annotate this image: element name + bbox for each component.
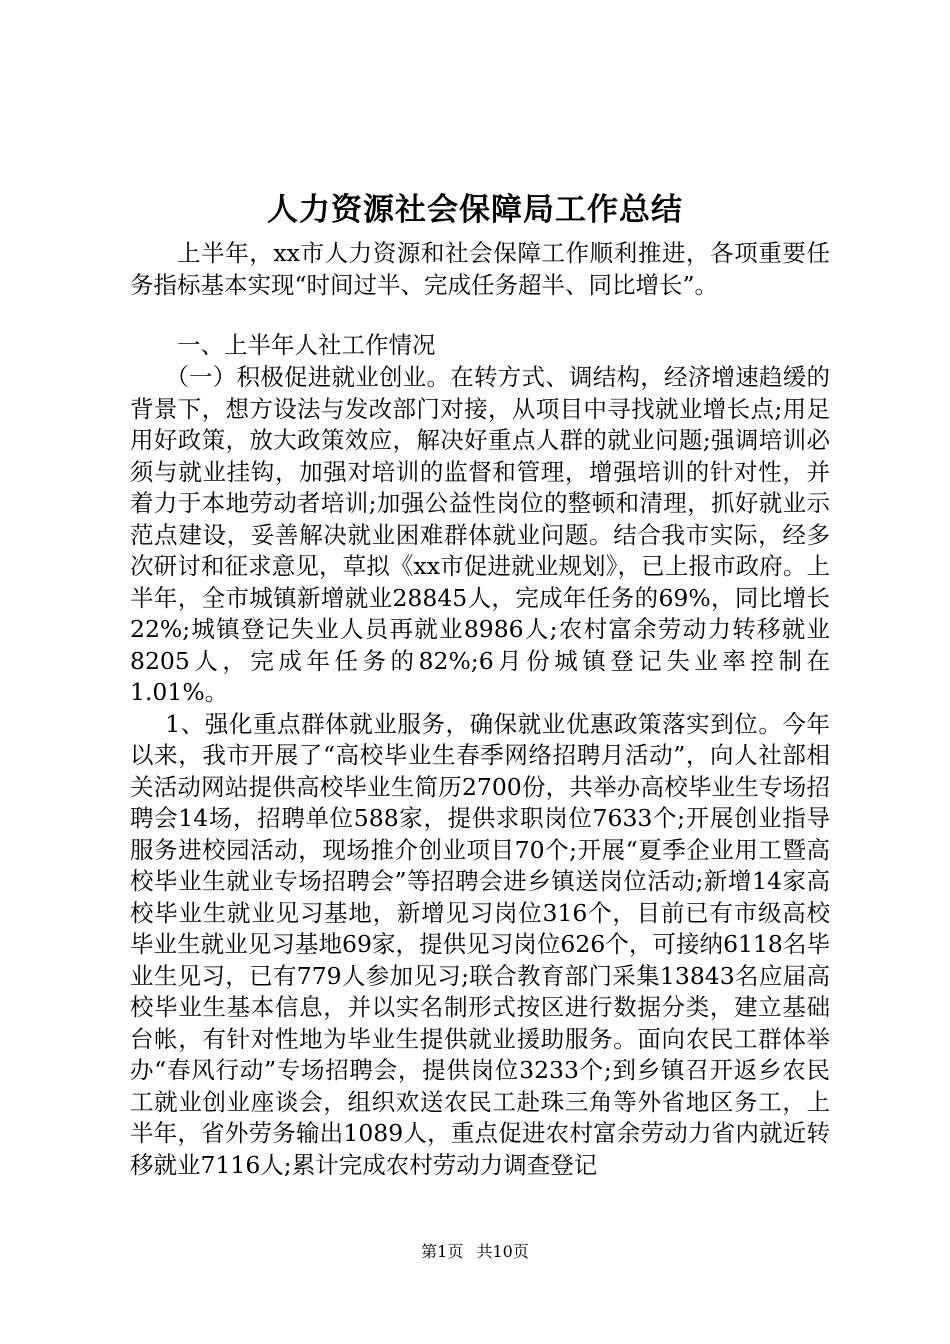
page-total: 共10页 [476,1242,529,1261]
section-heading: 一、上半年人社工作情况 [177,331,436,359]
paragraph-key-groups: 1、强化重点群体就业服务，确保就业优惠政策落实到位。今年以来，我市开展了“高校毕业生春季网络招聘月活动”，向人社部相关活动网站提供高校毕业生简历2700份，共举办高校毕业生专场招聘会14场，招聘单位588家，提供求职岗位7633个;开展创业指导服务进校园活动，现场推介创业项目70个;开展“夏季企业用工暨高校毕业生就业专场招聘会”等招聘会进乡镇送岗位活动;新增14家高校毕业生就业见习基地，新增见习岗位316个，目前已有市级高校毕业生就业见习基地69家，提供见习岗位626个，可接纳6118名毕业生见习，已有779人参加见习;联合教育部门采集13843名应届高校毕业生基本信息，并以实名制形式按区进行数据分类，建立基础台帐，有针对性地为毕业生提供就业援助服务。面向农民工群体举办“春风行动”专场招聘会，提供岗位3233个;到乡镇召开返乡农民工就业创业座谈会，组织欢送农民工赴珠三角等外省地区务工，上半年，省外劳务输出1089人，重点促进农村富余劳动力省内就近转移就业7116人;累计完成农村劳动力调查登记 [130,709,830,1179]
page-footer [0,1241,950,1263]
intro-paragraph: 上半年，xx市人力资源和社会保障工作顺利推进，各项重要任务指标基本实现“时间过半、完成任务超半、同比增长”。 [130,239,830,299]
page-number: 第1页 [421,1242,464,1261]
document-title: 人力资源社会保障局工作总结 [267,192,683,228]
paragraph-employment: （一）积极促进就业创业。在转方式、调结构，经济增速趋缓的背景下，想方设法与发改部门对接，从项目中寻找就业增长点;用足用好政策，放大政策效应，解决好重点人群的就业问题;强调培训必须与就业挂钩，加强对培训的监督和管理，增强培训的针对性，并着力于本地劳动者培训;加强公益性岗位的整顿和清理，抓好就业示范点建设，妥善解决就业困难群体就业问题。结合我市实际，经多次研讨和征求意见，草拟《xx市促进就业规划》，已上报市政府。上半年，全市城镇新增就业28845人，完成年任务的69%，同比增长22%;城镇登记失业人员再就业8986人;农村富余劳动力转移就业8205人，完成年任务的82%;6月份城镇登记失业率控制在1.01%。 [130,363,830,706]
section-body [130,362,830,1181]
